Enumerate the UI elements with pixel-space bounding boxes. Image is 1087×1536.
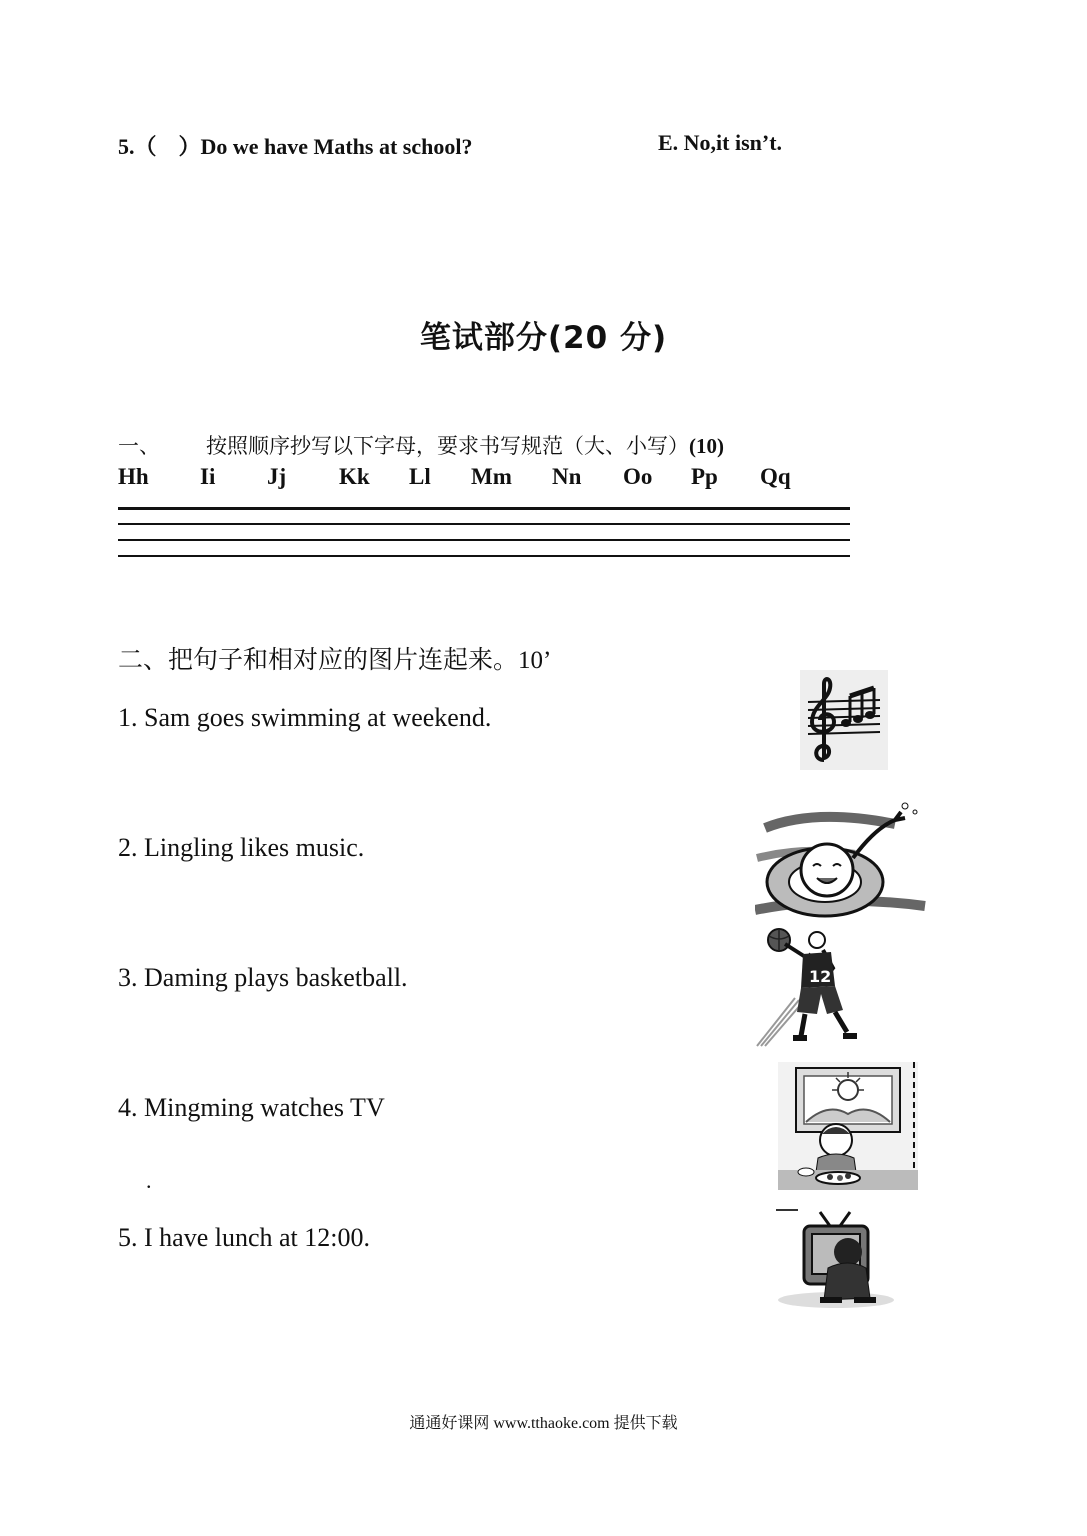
stray-period: . (146, 1168, 152, 1193)
letter-pair: Mm (471, 464, 512, 489)
sentence-3: 3. Daming plays basketball. (118, 963, 408, 992)
letter-pair: Oo (623, 464, 653, 489)
section-1-number: 一、 (118, 434, 160, 458)
question-5-text: Do we have Maths at school? (200, 134, 473, 159)
question-5-number: 5.（ ） (118, 134, 201, 159)
section-1-points: (10) (689, 434, 724, 458)
sentence-5: 5. I have lunch at 12:00. (118, 1223, 370, 1252)
swimming-child-picture (755, 798, 927, 928)
sentence-2: 2. Lingling likes music. (118, 833, 365, 862)
letter-pair: Hh (118, 464, 149, 489)
writing-line (118, 507, 850, 510)
letter-pair: Kk (339, 464, 370, 489)
section-2-heading: 二、把句子和相对应的图片连起来。10’ (118, 647, 552, 674)
boy-eating-lunch-picture (778, 1062, 918, 1190)
letter-pair: Nn (552, 464, 582, 489)
child-watching-tv-picture (776, 1208, 898, 1308)
svg-text:12: 12 (809, 967, 832, 986)
section-1-instruction (118, 430, 724, 460)
sentence-1: 1. Sam goes swimming at weekend. (118, 703, 492, 732)
basketball-player-picture (755, 928, 865, 1050)
writing-line (118, 523, 850, 525)
question-5 (118, 130, 472, 161)
writing-line (118, 539, 850, 541)
music-notes-picture (800, 670, 888, 770)
sentence-4: 4. Mingming watches TV (118, 1093, 385, 1122)
writing-line (118, 555, 850, 557)
letter-pair: Qq (760, 464, 791, 489)
footer: 通通好课网 www.tthaoke.com 提供下载 (409, 1415, 678, 1432)
letter-pair: Jj (267, 464, 287, 489)
section-1-text: 按照顺序抄写以下字母，要求书写规范（大、小写） (206, 434, 689, 458)
letter-pair: Ii (200, 464, 216, 489)
written-section-title: 笔试部分(20 分) (419, 320, 668, 356)
letter-pair: Pp (691, 464, 718, 489)
answer-e: E. No,it isn’t. (658, 130, 783, 155)
letter-pair: Ll (409, 464, 431, 489)
